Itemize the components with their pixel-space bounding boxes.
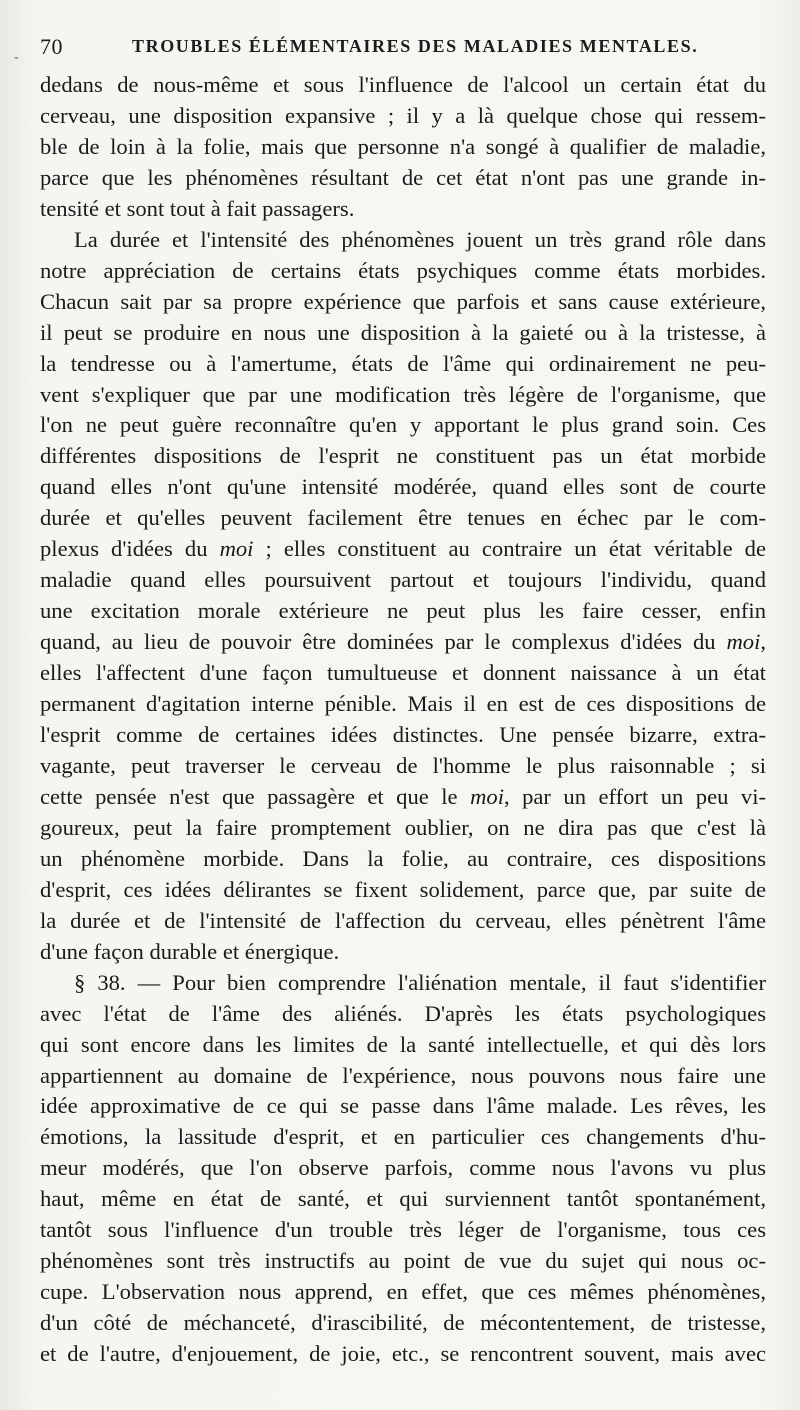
text-line: parce que les phénomènes résultant de cet état n'ont pas une grande in- xyxy=(40,164,766,190)
text-segment: , par un effort un peu vi- xyxy=(503,783,766,809)
margin-mark: - xyxy=(14,50,19,65)
text-line: et de l'autre, d'enjouement, de joie, etc., se rencontrent souvent, mais avec xyxy=(40,1341,766,1367)
text-line: la durée et de l'intensité de l'affection du cerveau, elles pénètrent l'âme xyxy=(40,907,766,933)
text-line: d'une façon durable et énergique. xyxy=(40,938,340,964)
text-line: une excitation morale extérieure ne peut plus les faire cesser, enfin xyxy=(40,598,766,624)
text-line: il peut se produire en nous une disposition à la gaieté ou à la tristesse, à xyxy=(40,319,766,345)
text-line: Chacun sait par sa propre expérience que parfois et sans cause extérieure, xyxy=(40,288,766,314)
text-line xyxy=(40,627,766,658)
text-line: vent s'expliquer que par une modification très légère de l'organisme, que xyxy=(40,381,766,407)
text-line: vagante, peut traverser le cerveau de l'homme le plus raisonnable ; si xyxy=(40,752,766,778)
text-line: appartiennent au domaine de l'expérience, nous pouvons nous faire une xyxy=(40,1062,766,1088)
text-line: goureux, peut la faire promptement oublier, on ne dira pas que c'est là xyxy=(40,814,766,840)
text-segment: , xyxy=(760,629,766,655)
text-line: maladie quand elles poursuivent partout et toujours l'individu, quand xyxy=(40,567,766,593)
running-head: TROUBLES ÉLÉMENTAIRES DES MALADIES MENTALES. xyxy=(132,36,699,56)
text-line: qui sont encore dans les limites de la santé intellectuelle, et qui dès lors xyxy=(40,1031,766,1057)
body-text xyxy=(40,70,766,1370)
text-line: un phénomène morbide. Dans la folie, au contraire, ces dispositions xyxy=(40,845,766,871)
text-line: idée approximative de ce qui se passe dans l'âme malade. Les rêves, les xyxy=(40,1093,766,1119)
text-line: la tendresse ou à l'amertume, états de l'âme qui ordinairement ne peu- xyxy=(40,350,766,376)
text-line: ble de loin à la folie, mais que personne n'a songé à qualifier de maladie, xyxy=(40,133,766,159)
text-line: l'esprit comme de certaines idées distinctes. Une pensée bizarre, extra- xyxy=(40,722,766,748)
text-line: elles l'affectent d'une façon tumultueuse et donnent naissance à un état xyxy=(40,660,766,686)
text-line: tantôt sous l'influence d'un trouble très léger de l'organisme, tous ces xyxy=(40,1217,766,1243)
italic-word: moi xyxy=(726,629,761,655)
page-header xyxy=(40,34,760,64)
text-line: différentes dispositions de l'esprit ne constituent pas un état morbide xyxy=(40,443,766,469)
text-segment: plexus d'idées du xyxy=(40,536,220,562)
text-line: émotions, la lassitude d'esprit, et en particulier ces changements d'hu- xyxy=(40,1124,766,1150)
text-line: cerveau, une disposition expansive ; il y a là quelque chose qui ressem- xyxy=(40,102,766,128)
italic-word: moi xyxy=(470,783,504,809)
text-line xyxy=(40,782,766,813)
text-segment: quand, au lieu de pouvoir être dominées par le complexus d'idées du xyxy=(40,629,727,655)
text-line: haut, même en état de santé, et qui surviennent tantôt spontanément, xyxy=(40,1186,766,1212)
text-line: d'un côté de méchanceté, d'irascibilité, de mécontentement, de tristesse, xyxy=(40,1310,766,1336)
text-line xyxy=(40,534,766,565)
text-line: d'esprit, ces idées délirantes se fixent solidement, parce que, par suite de xyxy=(40,876,766,902)
text-line: meur modérés, que l'on observe parfois, comme nous l'avons vu plus xyxy=(40,1155,766,1181)
text-segment: ; elles constituent au contraire un état véritable de xyxy=(253,536,766,562)
page-number: 70 xyxy=(40,34,63,59)
text-line: permanent d'agitation interne pénible. Mais il en est de ces dispositions de xyxy=(40,691,766,717)
text-line: cupe. L'observation nous apprend, en effet, que ces mêmes phénomènes, xyxy=(40,1279,766,1305)
text-segment: cette pensée n'est que passagère et que le xyxy=(40,783,471,809)
text-line: quand elles n'ont qu'une intensité modérée, quand elles sont de courte xyxy=(40,474,766,500)
text-line: dedans de nous-même et sous l'influence de l'alcool un certain état du xyxy=(40,72,766,97)
text-line: phénomènes sont très instructifs au point de vue du sujet qui nous oc- xyxy=(40,1248,766,1274)
text-line: durée et qu'elles peuvent facilement être tenues en échec par le com- xyxy=(40,505,766,531)
text-line: tensité et sont tout à fait passagers. xyxy=(40,195,355,221)
italic-word: moi xyxy=(219,536,254,562)
text-line: l'on ne peut guère reconnaître qu'en y apportant le plus grand soin. Ces xyxy=(40,412,766,438)
text-line: § 38. — Pour bien comprendre l'aliénation mentale, il faut s'identifier xyxy=(74,969,766,995)
text-line: La durée et l'intensité des phénomènes jouent un très grand rôle dans xyxy=(74,226,766,252)
text-line: avec l'état de l'âme des aliénés. D'après les états psychologiques xyxy=(40,1000,766,1026)
text-line: notre appréciation de certains états psychiques comme états morbides. xyxy=(40,257,766,283)
